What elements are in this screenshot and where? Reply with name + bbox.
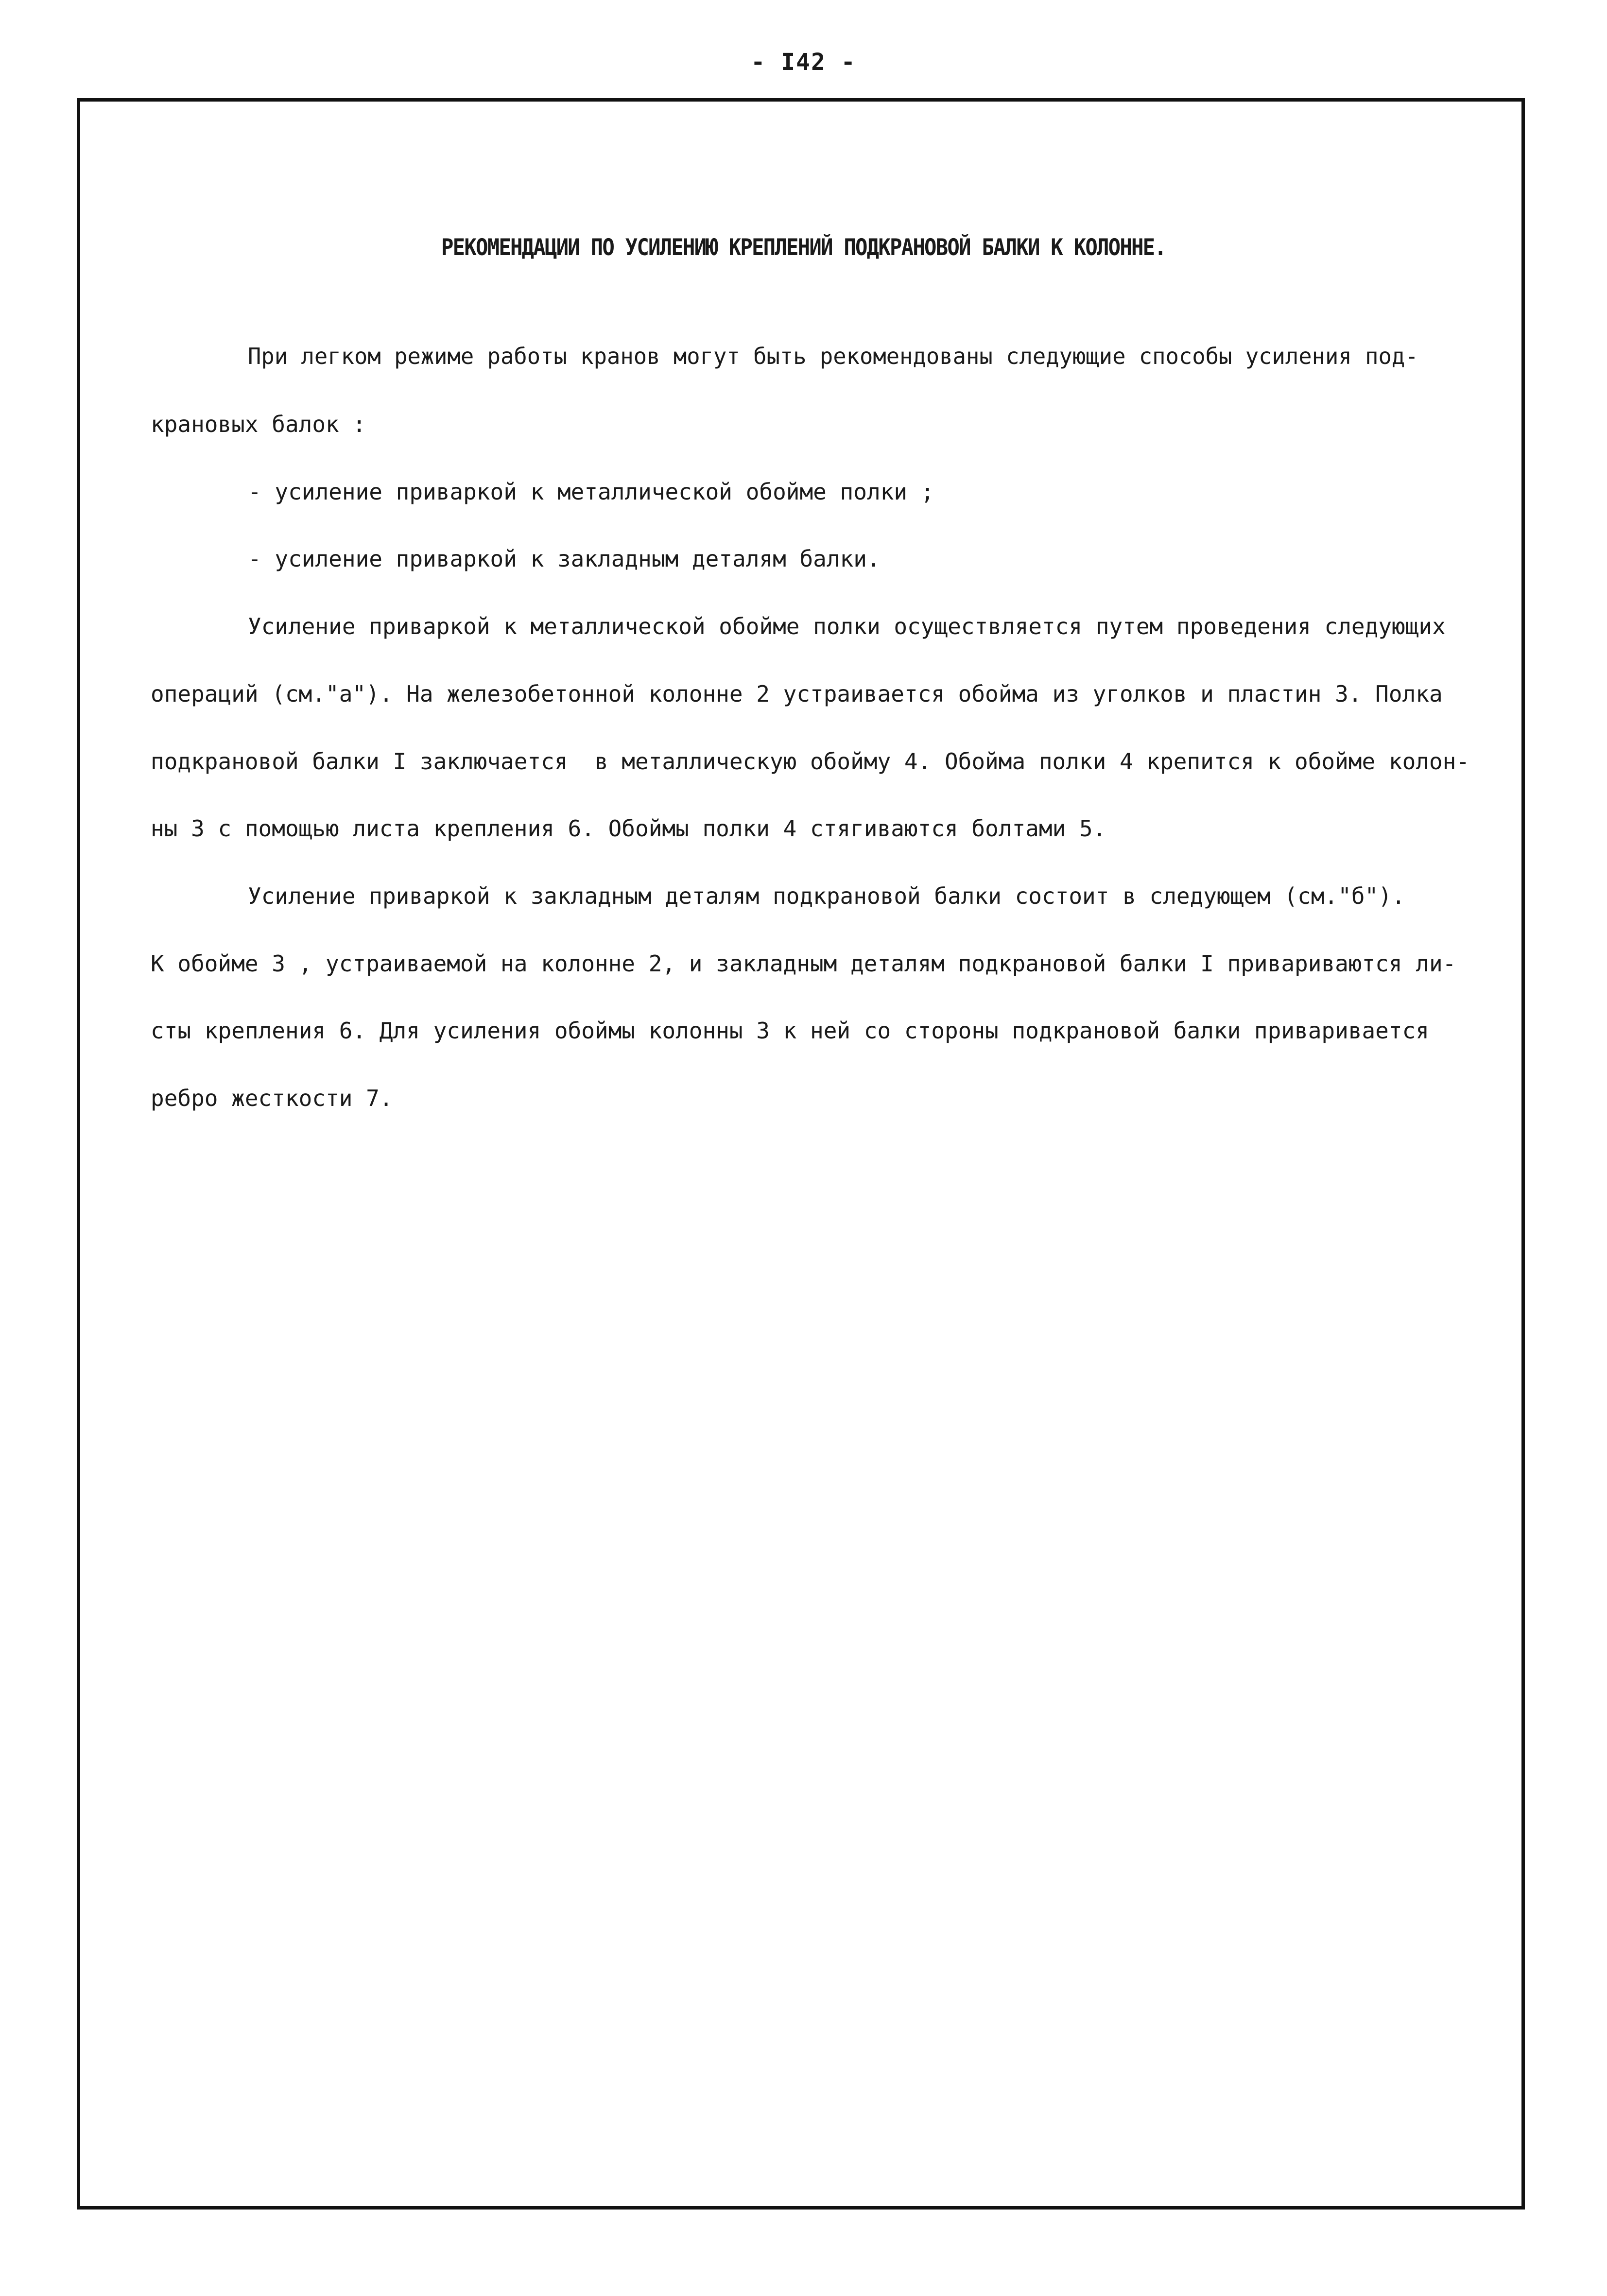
- document-title: РЕКОМЕНДАЦИИ ПО УСИЛЕНИЮ КРЕПЛЕНИЙ ПОДКРАНОВОЙ БАЛКИ К КОЛОННЕ.: [441, 234, 1166, 261]
- paragraph-2-line-1: Усиление приваркой к металлической обойме полки осуществляется путем проведения следующих: [248, 613, 1446, 639]
- paragraph-2-line-4: ны 3 с помощью листа крепления 6. Обоймы полки 4 стягиваются болтами 5.: [151, 815, 1106, 842]
- paragraph-1-line-2: крановых балок :: [151, 411, 366, 437]
- paragraph-2-line-2: операций (см."а"). На железобетонной колонне 2 устраивается обойма из уголков и пластин 3. Полка: [151, 681, 1443, 707]
- list-item-1: - усиление приваркой к металлической обойме полки ;: [248, 479, 934, 505]
- paragraph-3-line-1: Усиление приваркой к закладным деталям подкрановой балки состоит в следующем (см."б").: [248, 883, 1405, 909]
- paragraph-3-line-3: сты крепления 6. Для усиления обоймы колонны 3 к ней со стороны подкрановой балки приваривается: [151, 1018, 1429, 1044]
- page-number: - I42 -: [751, 49, 856, 76]
- paragraph-3-line-4: ребро жесткости 7.: [151, 1085, 393, 1111]
- paragraph-3-line-2: К обойме 3 , устраиваемой на колонне 2, и закладным деталям подкрановой балки I привариваются ли-: [151, 950, 1456, 977]
- list-item-2: - усиление приваркой к закладным деталям балки.: [248, 546, 881, 572]
- paragraph-1-line-1: При легком режиме работы кранов могут быть рекомендованы следующие способы усиления под-: [248, 343, 1418, 369]
- paragraph-2-line-3: подкрановой балки I заключается в металлическую обойму 4. Обойма полки 4 крепится к обойме колон-: [151, 748, 1470, 775]
